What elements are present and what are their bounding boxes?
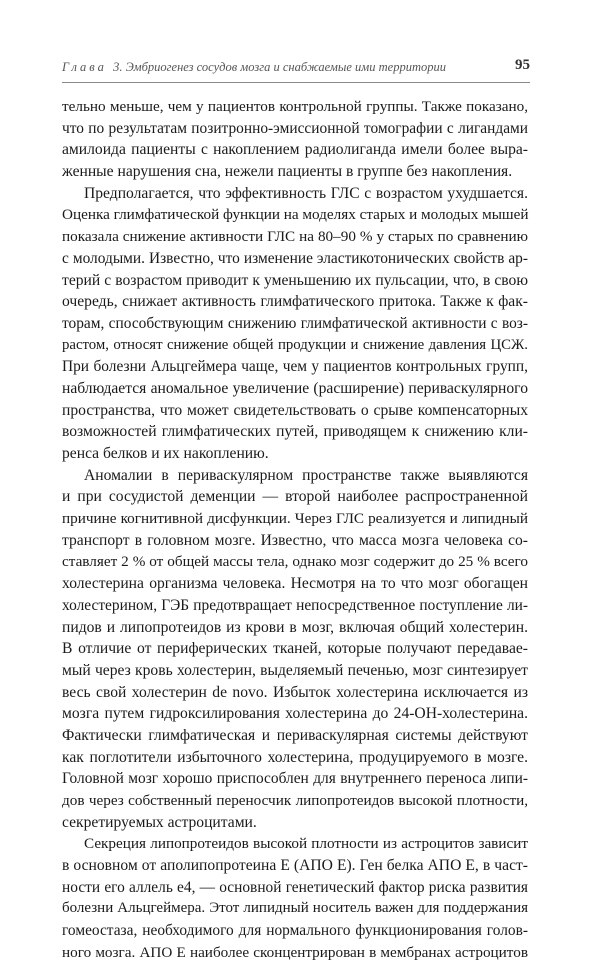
text-line: гомеостаза, необходимого для нормального функционирования голов- <box>62 922 528 940</box>
text-line: мый через кровь холестерин, выделяемый печенью, мозг синтезирует <box>62 661 528 679</box>
text-line: Секреция липопротеидов высокой плотности из астроцитов зависит <box>84 835 528 853</box>
text-line: ренса белков и их накоплению. <box>62 445 269 462</box>
text-line: возможностей глимфатических путей, приводящем к снижению кли- <box>62 423 528 441</box>
text-line: в основном от аполипопротеина Е (АПО Е). Ген белка АПО Е, в част- <box>62 857 528 875</box>
chapter-title: 3. Эмбриогенез сосудов мозга и снабжаемые ими территории <box>113 60 446 74</box>
text-line: болезни Альцгеймера. Этот липидный носитель важен для поддержания <box>62 900 528 917</box>
text-line: весь свой холестерин de novo. Избыток холестерина исключается из <box>62 683 528 701</box>
text-line: амилоида пациенты с накоплением радиолиганда имели более выра- <box>62 141 528 159</box>
text-line: показала снижение активности ГЛС на 80–90 % у старых по сравнению <box>62 228 528 246</box>
text-line: ного мозга. АПО Е наиболее сконцентрирован в мембранах астроцитов <box>62 943 528 961</box>
text-line: пространства, что может свидетельствовать о срыве компенсаторных <box>62 401 528 419</box>
text-line: транспорт в головном мозге. Известно, что масса мозга человека со- <box>62 531 528 549</box>
text-line: наблюдается аномальное увеличение (расширение) периваскулярного <box>62 379 528 397</box>
text-line: Головной мозг хорошо приспособлен для внутреннего переноса липи- <box>62 770 528 788</box>
text-line: Предполагается, что эффективность ГЛС с возрастом ухудшается. <box>84 184 528 202</box>
text-line: При болезни Альцгеймера чаще, чем у пациентов контрольных групп, <box>62 358 528 376</box>
text-line: Фактически глимфатическая и периваскулярная системы действуют <box>62 726 528 744</box>
text-line: холестерина организма человека. Несмотря на то что мозг обогащен <box>62 575 528 593</box>
text-line: женные нарушения сна, нежели пациенты в группе без накопления. <box>62 163 513 181</box>
running-header-title <box>62 60 502 75</box>
text-line: Аномалии в периваскулярном пространстве также выявляются <box>84 466 528 484</box>
text-line: ставляет 2 % от общей массы тела, однако мозг содержит до 25 % всего <box>62 553 528 571</box>
text-line: растом, относят снижение общей продукции и снижение давления ЦСЖ. <box>62 336 528 353</box>
text-line: ности его аллель е4, — основной генетический фактор риска развития <box>62 878 528 896</box>
text-line: пидов и липопротеидов из крови в мозг, включая общий холестерин. <box>62 618 528 636</box>
text-line: Оценка глимфатической функции на моделях старых и молодых мышей <box>62 206 529 224</box>
text-line: с молодыми. Известно, что изменение эластикотонических свойств ар- <box>62 249 528 267</box>
text-line: и при сосудистой деменции — второй наиболее распространенной <box>62 488 528 506</box>
text-line: причине когнитивной дисфункции. Через ГЛС реализуется и липидный <box>62 510 528 528</box>
text-line: В отличие от периферических тканей, которые получают передавае- <box>62 640 528 658</box>
running-header <box>62 56 530 83</box>
text-line: торам, способствующим снижению глимфатической активности с воз- <box>62 314 528 332</box>
text-line: как поглотители избыточного холестерина, продуцируемого в мозге. <box>62 748 528 766</box>
chapter-label: Глава <box>62 60 107 74</box>
text-line: тельно меньше, чем у пациентов контрольной группы. Также показано, <box>62 98 528 115</box>
text-line: холестерином, ГЭБ предотвращает непосредственное поступление ли- <box>62 596 528 614</box>
text-line: очередь, снижает активность глимфатического притока. Также к фак- <box>62 293 528 311</box>
text-line: терий с возрастом приводит к уменьшению их пульсации, что, в свою <box>62 271 528 289</box>
body-text <box>62 96 528 964</box>
text-line: мозга путем гидроксилирования холестерина до 24-ОН-холестерина. <box>62 705 528 723</box>
text-line: дов через собственный переносчик липопротеидов высокой плотности, <box>62 792 528 809</box>
text-line: что по результатам позитронно-эмиссионной томографии с лигандами <box>62 119 528 137</box>
text-line: секретируемых астроцитами. <box>62 813 257 831</box>
page-number: 95 <box>515 57 530 73</box>
